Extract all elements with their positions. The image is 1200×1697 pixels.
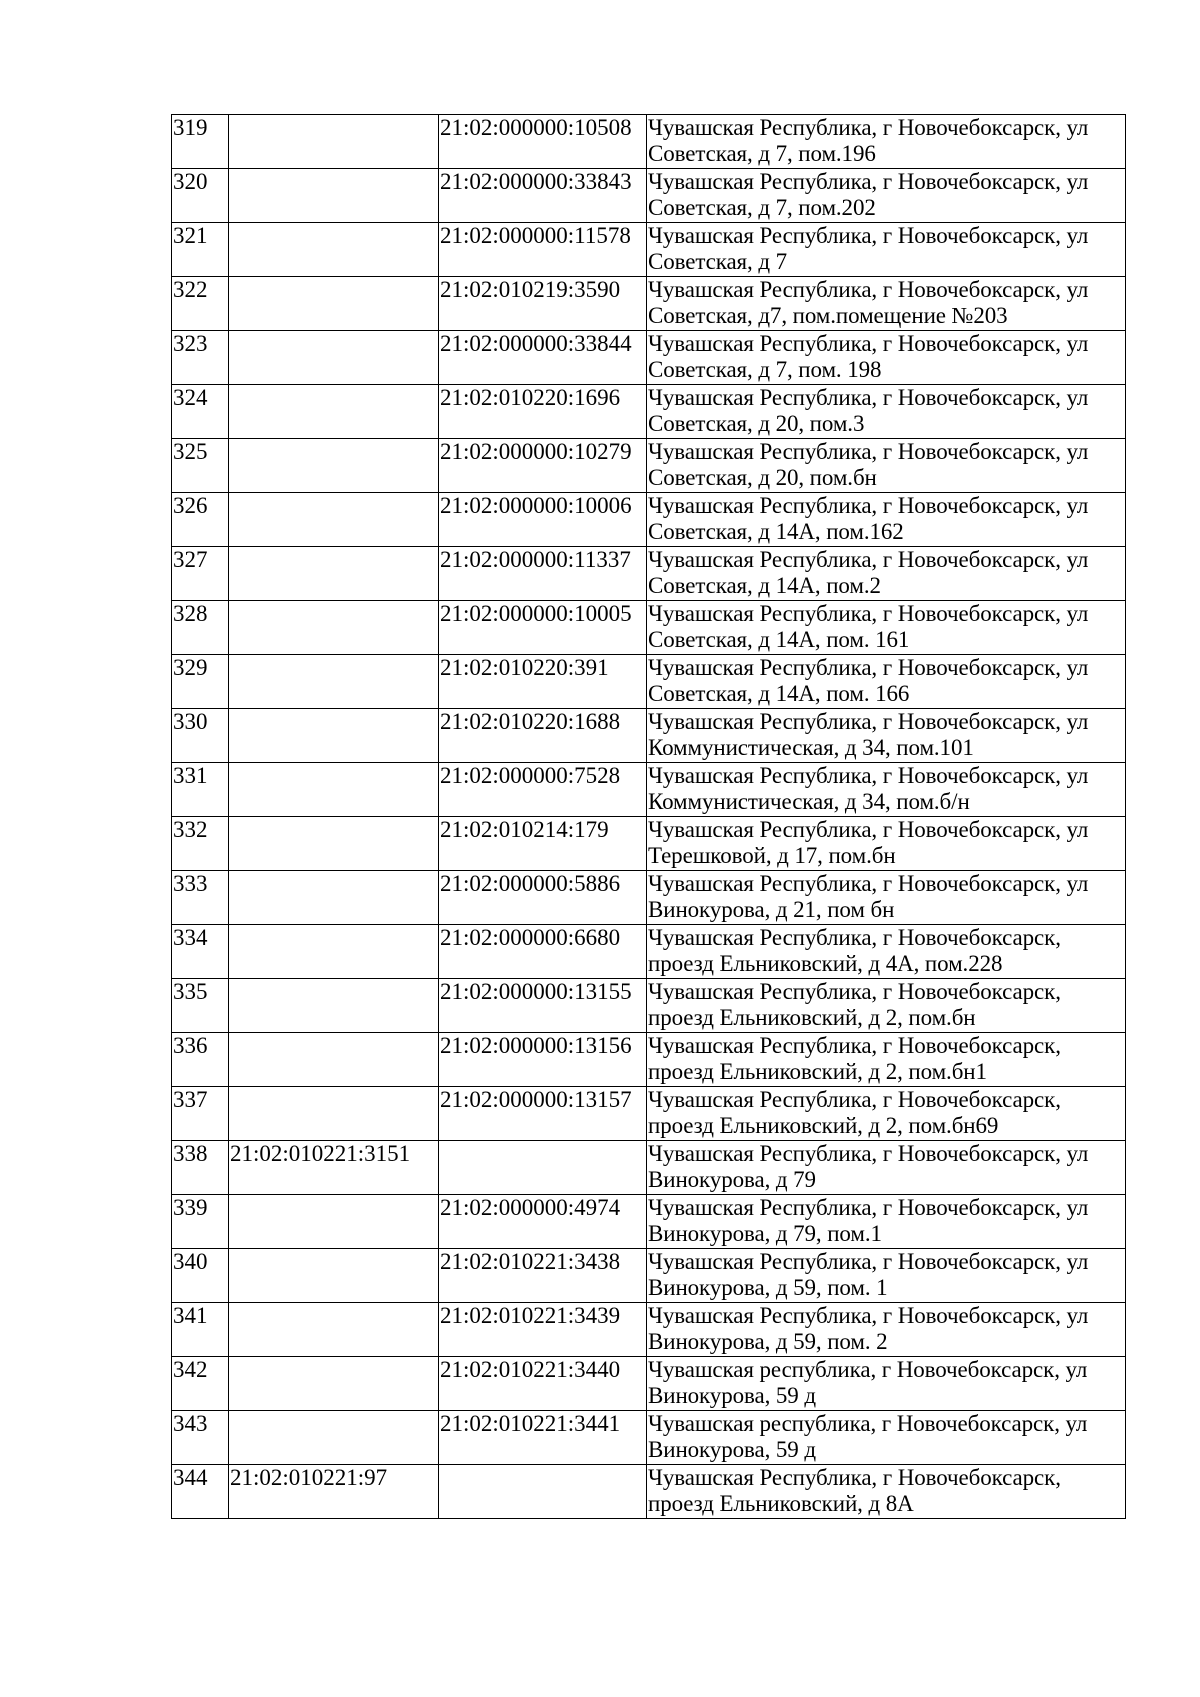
address-cell: Чувашская Республика, г Новочебоксарск, ул Винокурова, д 59, пом. 2 xyxy=(647,1303,1126,1357)
land-cadastral-number-cell xyxy=(229,1087,439,1141)
address-cell: Чувашская Республика, г Новочебоксарск, ул Советская, д 14А, пом.162 xyxy=(647,493,1126,547)
row-number-cell: 326 xyxy=(172,493,229,547)
land-cadastral-number-cell xyxy=(229,331,439,385)
object-cadastral-number-cell: 21:02:010220:391 xyxy=(439,655,647,709)
row-number-cell: 343 xyxy=(172,1411,229,1465)
land-cadastral-number-cell xyxy=(229,1411,439,1465)
address-cell: Чувашская Республика, г Новочебоксарск, ул Терешковой, д 17, пом.бн xyxy=(647,817,1126,871)
row-number-cell: 344 xyxy=(172,1465,229,1519)
land-cadastral-number-cell xyxy=(229,817,439,871)
table-row xyxy=(172,331,1126,385)
land-cadastral-number-cell: 21:02:010221:97 xyxy=(229,1465,439,1519)
row-number-cell: 342 xyxy=(172,1357,229,1411)
object-cadastral-number-cell: 21:02:000000:10005 xyxy=(439,601,647,655)
land-cadastral-number-cell xyxy=(229,601,439,655)
address-cell: Чувашская республика, г Новочебоксарск, ул Винокурова, 59 д xyxy=(647,1411,1126,1465)
object-cadastral-number-cell: 21:02:010214:179 xyxy=(439,817,647,871)
table-row xyxy=(172,1195,1126,1249)
object-cadastral-number-cell: 21:02:000000:11578 xyxy=(439,223,647,277)
row-number-cell: 325 xyxy=(172,439,229,493)
row-number-cell: 331 xyxy=(172,763,229,817)
row-number-cell: 336 xyxy=(172,1033,229,1087)
address-cell: Чувашская Республика, г Новочебоксарск, ул Советская, д 20, пом.3 xyxy=(647,385,1126,439)
address-cell: Чувашская Республика, г Новочебоксарск, ул Винокурова, д 79 xyxy=(647,1141,1126,1195)
address-cell: Чувашская Республика, г Новочебоксарск, ул Советская, д 20, пом.бн xyxy=(647,439,1126,493)
row-number-cell: 334 xyxy=(172,925,229,979)
table-row xyxy=(172,763,1126,817)
address-cell: Чувашская Республика, г Новочебоксарск, ул Советская, д 7, пом.202 xyxy=(647,169,1126,223)
table-row xyxy=(172,115,1126,169)
address-cell: Чувашская Республика, г Новочебоксарск, ул Винокурова, д 21, пом бн xyxy=(647,871,1126,925)
address-cell: Чувашская Республика, г Новочебоксарск, проезд Ельниковский, д 2, пом.бн1 xyxy=(647,1033,1126,1087)
object-cadastral-number-cell: 21:02:000000:6680 xyxy=(439,925,647,979)
table-row xyxy=(172,439,1126,493)
table-row xyxy=(172,925,1126,979)
row-number-cell: 322 xyxy=(172,277,229,331)
address-cell: Чувашская Республика, г Новочебоксарск, ул Советская, д 14А, пом. 166 xyxy=(647,655,1126,709)
land-cadastral-number-cell xyxy=(229,277,439,331)
address-cell: Чувашская Республика, г Новочебоксарск, проезд Ельниковский, д 4А, пом.228 xyxy=(647,925,1126,979)
row-number-cell: 337 xyxy=(172,1087,229,1141)
table-row xyxy=(172,1249,1126,1303)
address-cell: Чувашская Республика, г Новочебоксарск, проезд Ельниковский, д 2, пом.бн69 xyxy=(647,1087,1126,1141)
land-cadastral-number-cell xyxy=(229,385,439,439)
row-number-cell: 324 xyxy=(172,385,229,439)
land-cadastral-number-cell xyxy=(229,115,439,169)
land-cadastral-number-cell xyxy=(229,547,439,601)
row-number-cell: 340 xyxy=(172,1249,229,1303)
object-cadastral-number-cell: 21:02:010221:3438 xyxy=(439,1249,647,1303)
land-cadastral-number-cell xyxy=(229,169,439,223)
table-row xyxy=(172,223,1126,277)
land-cadastral-number-cell xyxy=(229,709,439,763)
address-cell: Чувашская Республика, г Новочебоксарск, проезд Ельниковский, д 8А xyxy=(647,1465,1126,1519)
row-number-cell: 339 xyxy=(172,1195,229,1249)
land-cadastral-number-cell xyxy=(229,223,439,277)
table-row xyxy=(172,385,1126,439)
table-row xyxy=(172,547,1126,601)
row-number-cell: 341 xyxy=(172,1303,229,1357)
object-cadastral-number-cell: 21:02:000000:7528 xyxy=(439,763,647,817)
row-number-cell: 330 xyxy=(172,709,229,763)
land-cadastral-number-cell xyxy=(229,871,439,925)
address-cell: Чувашская Республика, г Новочебоксарск, ул Советская, д 14А, пом.2 xyxy=(647,547,1126,601)
address-cell: Чувашская Республика, г Новочебоксарск, ул Советская, д 7, пом. 198 xyxy=(647,331,1126,385)
address-cell: Чувашская Республика, г Новочебоксарск, ул Советская, д7, пом.помещение №203 xyxy=(647,277,1126,331)
table-row xyxy=(172,169,1126,223)
table-row xyxy=(172,1411,1126,1465)
address-cell: Чувашская Республика, г Новочебоксарск, ул Советская, д 7, пом.196 xyxy=(647,115,1126,169)
land-cadastral-number-cell xyxy=(229,1303,439,1357)
land-cadastral-number-cell xyxy=(229,1357,439,1411)
object-cadastral-number-cell: 21:02:000000:13157 xyxy=(439,1087,647,1141)
table-row xyxy=(172,1033,1126,1087)
land-cadastral-number-cell xyxy=(229,925,439,979)
row-number-cell: 323 xyxy=(172,331,229,385)
row-number-cell: 328 xyxy=(172,601,229,655)
object-cadastral-number-cell: 21:02:000000:10508 xyxy=(439,115,647,169)
land-cadastral-number-cell xyxy=(229,763,439,817)
object-cadastral-number-cell: 21:02:010221:3441 xyxy=(439,1411,647,1465)
row-number-cell: 327 xyxy=(172,547,229,601)
land-cadastral-number-cell xyxy=(229,1033,439,1087)
table-row xyxy=(172,493,1126,547)
table-row xyxy=(172,1087,1126,1141)
object-cadastral-number-cell: 21:02:000000:10006 xyxy=(439,493,647,547)
registry-table-body xyxy=(172,115,1126,1519)
address-cell: Чувашская Республика, г Новочебоксарск, ул Советская, д 7 xyxy=(647,223,1126,277)
address-cell: Чувашская Республика, г Новочебоксарск, проезд Ельниковский, д 2, пом.бн xyxy=(647,979,1126,1033)
object-cadastral-number-cell: 21:02:000000:11337 xyxy=(439,547,647,601)
table-row xyxy=(172,979,1126,1033)
object-cadastral-number-cell xyxy=(439,1465,647,1519)
object-cadastral-number-cell: 21:02:000000:13155 xyxy=(439,979,647,1033)
table-row xyxy=(172,601,1126,655)
row-number-cell: 335 xyxy=(172,979,229,1033)
table-row xyxy=(172,1357,1126,1411)
table-row xyxy=(172,1303,1126,1357)
land-cadastral-number-cell xyxy=(229,1195,439,1249)
object-cadastral-number-cell: 21:02:000000:33844 xyxy=(439,331,647,385)
object-cadastral-number-cell: 21:02:010220:1696 xyxy=(439,385,647,439)
address-cell: Чувашская Республика, г Новочебоксарск, ул Винокурова, д 59, пом. 1 xyxy=(647,1249,1126,1303)
land-cadastral-number-cell xyxy=(229,655,439,709)
table-row xyxy=(172,655,1126,709)
row-number-cell: 319 xyxy=(172,115,229,169)
row-number-cell: 320 xyxy=(172,169,229,223)
object-cadastral-number-cell: 21:02:000000:4974 xyxy=(439,1195,647,1249)
table-row xyxy=(172,1465,1126,1519)
table-row xyxy=(172,817,1126,871)
object-cadastral-number-cell: 21:02:010221:3439 xyxy=(439,1303,647,1357)
table-row xyxy=(172,709,1126,763)
land-cadastral-number-cell xyxy=(229,979,439,1033)
object-cadastral-number-cell: 21:02:000000:33843 xyxy=(439,169,647,223)
address-cell: Чувашская Республика, г Новочебоксарск, ул Коммунистическая, д 34, пом.б/н xyxy=(647,763,1126,817)
object-cadastral-number-cell: 21:02:010221:3440 xyxy=(439,1357,647,1411)
land-cadastral-number-cell: 21:02:010221:3151 xyxy=(229,1141,439,1195)
table-row xyxy=(172,277,1126,331)
object-cadastral-number-cell xyxy=(439,1141,647,1195)
land-cadastral-number-cell xyxy=(229,1249,439,1303)
land-cadastral-number-cell xyxy=(229,439,439,493)
row-number-cell: 329 xyxy=(172,655,229,709)
row-number-cell: 321 xyxy=(172,223,229,277)
table-row xyxy=(172,871,1126,925)
address-cell: Чувашская Республика, г Новочебоксарск, ул Винокурова, д 79, пом.1 xyxy=(647,1195,1126,1249)
row-number-cell: 338 xyxy=(172,1141,229,1195)
object-cadastral-number-cell: 21:02:000000:10279 xyxy=(439,439,647,493)
row-number-cell: 333 xyxy=(172,871,229,925)
object-cadastral-number-cell: 21:02:000000:5886 xyxy=(439,871,647,925)
land-cadastral-number-cell xyxy=(229,493,439,547)
object-cadastral-number-cell: 21:02:010219:3590 xyxy=(439,277,647,331)
address-cell: Чувашская Республика, г Новочебоксарск, ул Советская, д 14А, пом. 161 xyxy=(647,601,1126,655)
table-row xyxy=(172,1141,1126,1195)
property-registry-table xyxy=(171,114,1126,1519)
address-cell: Чувашская республика, г Новочебоксарск, ул Винокурова, 59 д xyxy=(647,1357,1126,1411)
row-number-cell: 332 xyxy=(172,817,229,871)
address-cell: Чувашская Республика, г Новочебоксарск, ул Коммунистическая, д 34, пом.101 xyxy=(647,709,1126,763)
object-cadastral-number-cell: 21:02:010220:1688 xyxy=(439,709,647,763)
object-cadastral-number-cell: 21:02:000000:13156 xyxy=(439,1033,647,1087)
